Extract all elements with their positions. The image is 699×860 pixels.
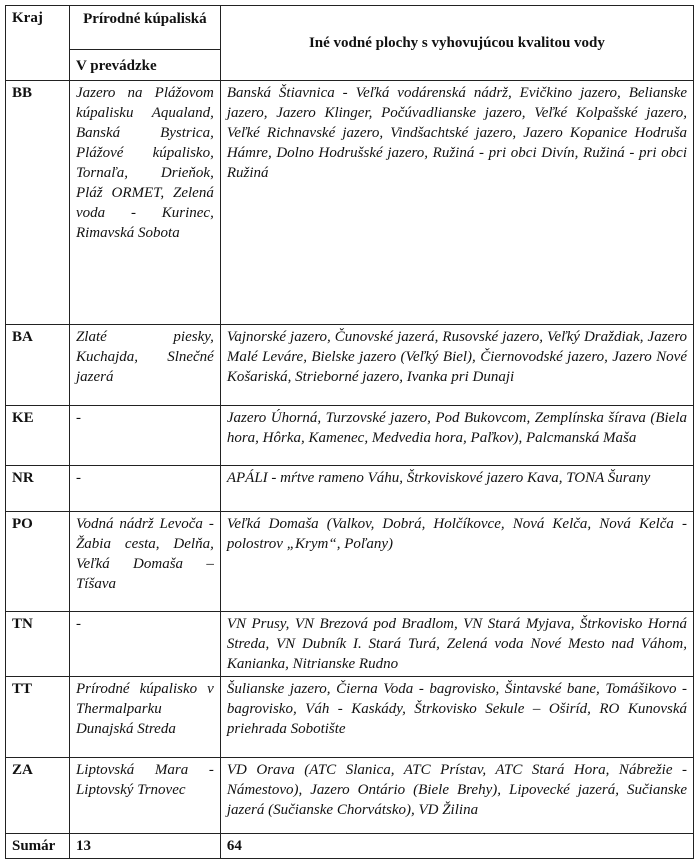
ine-cell: Banská Štiavnica - Veľká vodárenská nádrž, Evičkino jazero, Belianske jazero, Jazero Klinger, Počúvadlianske jazero, Veľké Kolpašské jazero, Veľké Richnavské jazero, Vindšachtské jazero, Jazero Kopanice Hodruša Hámre, Dolno Hodrušské jazero, Ružiná - pri obci Divín, Ružiná - pri obci Ružiná — [220, 81, 693, 325]
kupaliska-cell: Zlaté piesky, Kuchajda, Slnečné jazerá — [69, 325, 220, 406]
kupaliska-cell: - — [69, 466, 220, 512]
header-prirodne-cell — [69, 6, 220, 81]
table-row — [6, 81, 694, 325]
kraj-cell: TT — [6, 677, 70, 758]
kraj-cell: BA — [6, 325, 70, 406]
kupaliska-cell: Jazero na Plážovom kúpalisku Aqualand, Banská Bystrica, Plážové kúpalisko, Tornaľa, Drieňok, Pláž ORMET, Zelená voda - Kurinec, Rimavská Sobota — [69, 81, 220, 325]
ine-cell: Vajnorské jazero, Čunovské jazerá, Rusovské jazero, Veľký Draždiak, Jazero Malé Leváre, Bielske jazero (Veľký Biel), Čiernovodské jazero, Jazero Nové Košariská, Strieborné jazero, Ivanka pri Dunaji — [220, 325, 693, 406]
kupaliska-cell: - — [69, 612, 220, 677]
kraj-cell: TN — [6, 612, 70, 677]
ine-cell: Šulianske jazero, Čierna Voda - bagrovisko, Šintavské bane, Tomášikovo - bagrovisko, Váh - Kaskády, Štrkovisko Sekule – Oširíd, RO Kunovská priehrada Sobotište — [220, 677, 693, 758]
kraj-cell: BB — [6, 81, 70, 325]
table-row — [6, 406, 694, 466]
table-row — [6, 758, 694, 834]
summary-ine: 64 — [220, 834, 693, 859]
ine-cell: APÁLI - mŕtve rameno Váhu, Štrkoviskové jazero Kava, TONA Šurany — [220, 466, 693, 512]
table-row — [6, 612, 694, 677]
ine-cell: Veľká Domaša (Valkov, Dobrá, Holčíkovce, Nová Kelča, Nová Kelča - polostrov „Krym“, Poľany) — [220, 512, 693, 612]
ine-cell: VN Prusy, VN Brezová pod Bradlom, VN Stará Myjava, Štrkovisko Horná Streda, VN Dubník I. Stará Turá, Zelená voda Nové Mesto nad Váhom, Kanianka, Nitrianske Rudno — [220, 612, 693, 677]
kraj-cell: ZA — [6, 758, 70, 834]
summary-label: Sumár — [6, 834, 70, 859]
table-row — [6, 466, 694, 512]
table-row — [6, 512, 694, 612]
kupaliska-cell: Liptovská Mara - Liptovský Trnovec — [69, 758, 220, 834]
header-row — [6, 6, 694, 81]
bathing-waters-table — [5, 5, 694, 859]
header-ine: Iné vodné plochy s vyhovujúcou kvalitou vody — [220, 6, 693, 81]
ine-cell: VD Orava (ATC Slanica, ATC Prístav, ATC Stará Hora, Nábrežie - Námestovo), Jazero Ontário (Biele Brehy), Lipovecké jazerá, Sučianske jazerá (Sučianske Chorvátsko), VD Žilina — [220, 758, 693, 834]
header-kraj: Kraj — [6, 6, 70, 81]
table-row — [6, 677, 694, 758]
table-row — [6, 325, 694, 406]
kraj-cell: PO — [6, 512, 70, 612]
header-prirodne: Prírodné kúpaliská — [70, 6, 220, 50]
kraj-cell: KE — [6, 406, 70, 466]
header-v-prevadzke: V prevádzke — [75, 58, 157, 74]
summary-row — [6, 834, 694, 859]
kupaliska-cell: - — [69, 406, 220, 466]
kupaliska-cell: Vodná nádrž Levoča - Žabia cesta, Delňa, Veľká Domaša – Tíšava — [69, 512, 220, 612]
summary-kupaliska: 13 — [69, 834, 220, 859]
kraj-cell: NR — [6, 466, 70, 512]
kupaliska-cell: Prírodné kúpalisko v Thermalparku Dunajská Streda — [69, 677, 220, 758]
ine-cell: Jazero Úhorná, Turzovské jazero, Pod Bukovcom, Zemplínska šírava (Biela hora, Hôrka, Kamenec, Medvedia hora, Paľkov), Palcmanská Maša — [220, 406, 693, 466]
